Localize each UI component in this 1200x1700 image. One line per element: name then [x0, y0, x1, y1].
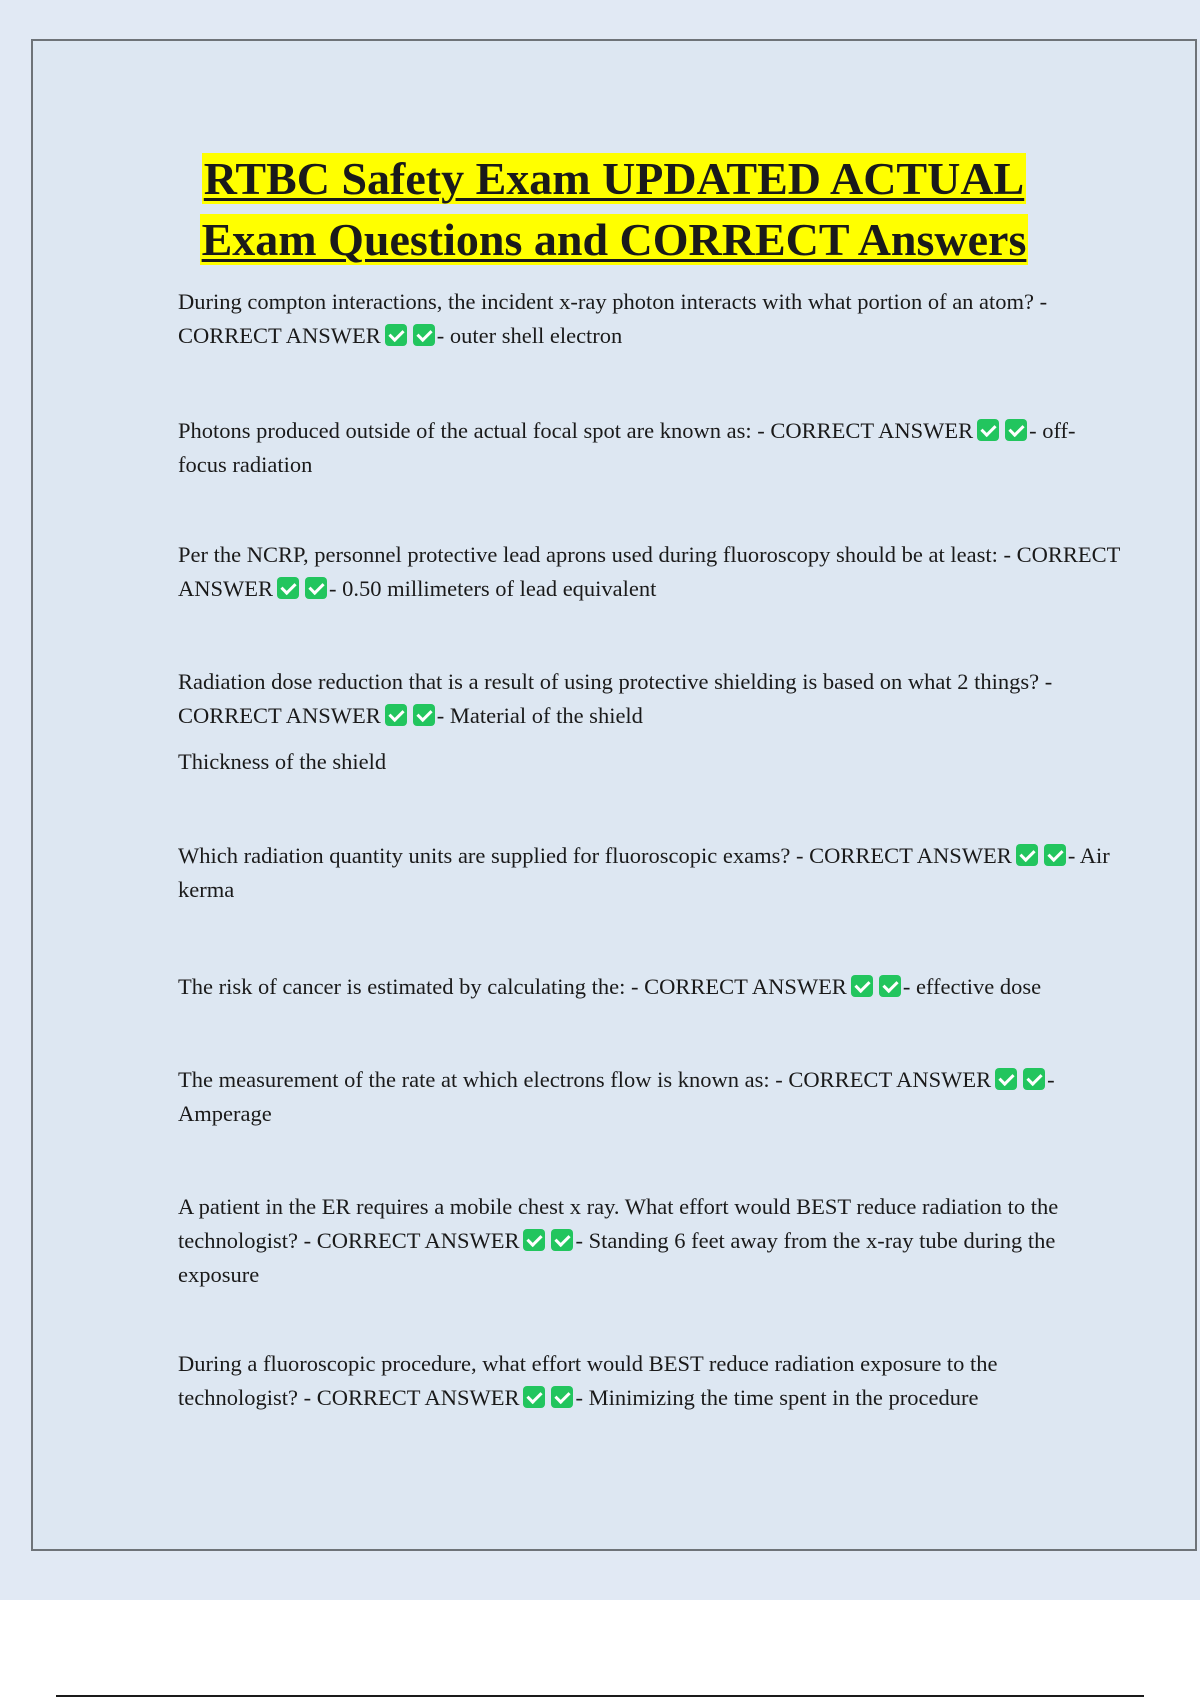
bottom-divider [56, 1695, 1144, 1697]
qa-item-8 [178, 1190, 1123, 1292]
answer-text: - Air kerma [178, 843, 1110, 902]
answer-text: - effective dose [902, 974, 1042, 999]
question-text: The risk of cancer is estimated by calculating the: - CORRECT ANSWER [178, 974, 847, 999]
question-text: A patient in the ER requires a mobile chest x ray. What effort would BEST reduce radiation to the technologist? - CORRECT ANSWER [178, 1194, 1059, 1253]
qa-item-3 [178, 538, 1123, 606]
qa-paragraph [178, 414, 1123, 482]
check-mark-icon [551, 1386, 573, 1408]
check-mark-icon [1016, 844, 1038, 866]
question-text: Photons produced outside of the actual focal spot are known as: - CORRECT ANSWER [178, 418, 974, 443]
answer-text: - Standing 6 feet away from the x-ray tube during the exposure [178, 1228, 1056, 1287]
qa-paragraph [178, 538, 1123, 606]
check-mark-icon [305, 577, 327, 599]
check-mark-icon [1023, 1068, 1045, 1090]
qa-item-1 [178, 285, 1123, 353]
document-title [200, 148, 1029, 270]
qa-paragraph [178, 665, 1123, 733]
check-mark-icon [385, 704, 407, 726]
title-line-2: Exam Questions and CORRECT Answers [201, 214, 1027, 265]
question-text: The measurement of the rate at which electrons flow is known as: - CORRECT ANSWER [178, 1067, 992, 1092]
qa-paragraph [178, 1063, 1123, 1131]
title-line-1: RTBC Safety Exam UPDATED ACTUAL [203, 153, 1025, 204]
question-text: During compton interactions, the incident x-ray photon interacts with what portion of an atom? - CORRECT ANSWER [178, 289, 1048, 348]
answer-text: - Minimizing the time spent in the procedure [575, 1385, 979, 1410]
question-text: During a fluoroscopic procedure, what effort would BEST reduce radiation exposure to the technologist? - CORRECT ANSWER [178, 1351, 998, 1410]
question-text: Radiation dose reduction that is a result of using protective shielding is based on what 2 things? - CORRECT ANSWER [178, 669, 1053, 728]
document-frame [31, 39, 1197, 1551]
qa-item-6 [178, 970, 1123, 1004]
qa-paragraph [178, 1190, 1123, 1292]
qa-item-5 [178, 839, 1123, 907]
check-mark-icon [879, 975, 901, 997]
answer-extra-line: Thickness of the shield [178, 749, 387, 774]
check-mark-icon [995, 1068, 1017, 1090]
qa-item-2 [178, 414, 1123, 482]
answer-text: - off-focus radiation [178, 418, 1076, 477]
qa-paragraph [178, 1347, 1123, 1415]
title-block [33, 148, 1195, 270]
check-mark-icon [1005, 419, 1027, 441]
check-mark-icon [413, 704, 435, 726]
check-mark-icon [277, 577, 299, 599]
question-text: Which radiation quantity units are supplied for fluoroscopic exams? - CORRECT ANSWER [178, 843, 1012, 868]
qa-paragraph [178, 839, 1123, 907]
check-mark-icon [977, 419, 999, 441]
check-mark-icon [1044, 844, 1066, 866]
question-text: Per the NCRP, personnel protective lead aprons used during fluoroscopy should be at least: - CORRECT ANSWER [178, 542, 1120, 601]
answer-text: - 0.50 millimeters of lead equivalent [329, 576, 657, 601]
check-mark-icon [523, 1229, 545, 1251]
qa-item-9 [178, 1347, 1123, 1415]
qa-item-7 [178, 1063, 1123, 1131]
answer-text: - Amperage [178, 1067, 1055, 1126]
check-mark-icon [385, 324, 407, 346]
check-mark-icon [551, 1229, 573, 1251]
check-mark-icon [413, 324, 435, 346]
qa-paragraph [178, 970, 1123, 1004]
qa-paragraph [178, 285, 1123, 353]
answer-text: - outer shell electron [436, 323, 623, 348]
answer-text: - Material of the shield [436, 703, 643, 728]
check-mark-icon [523, 1386, 545, 1408]
check-mark-icon [851, 975, 873, 997]
qa-item-4 [178, 665, 1123, 779]
